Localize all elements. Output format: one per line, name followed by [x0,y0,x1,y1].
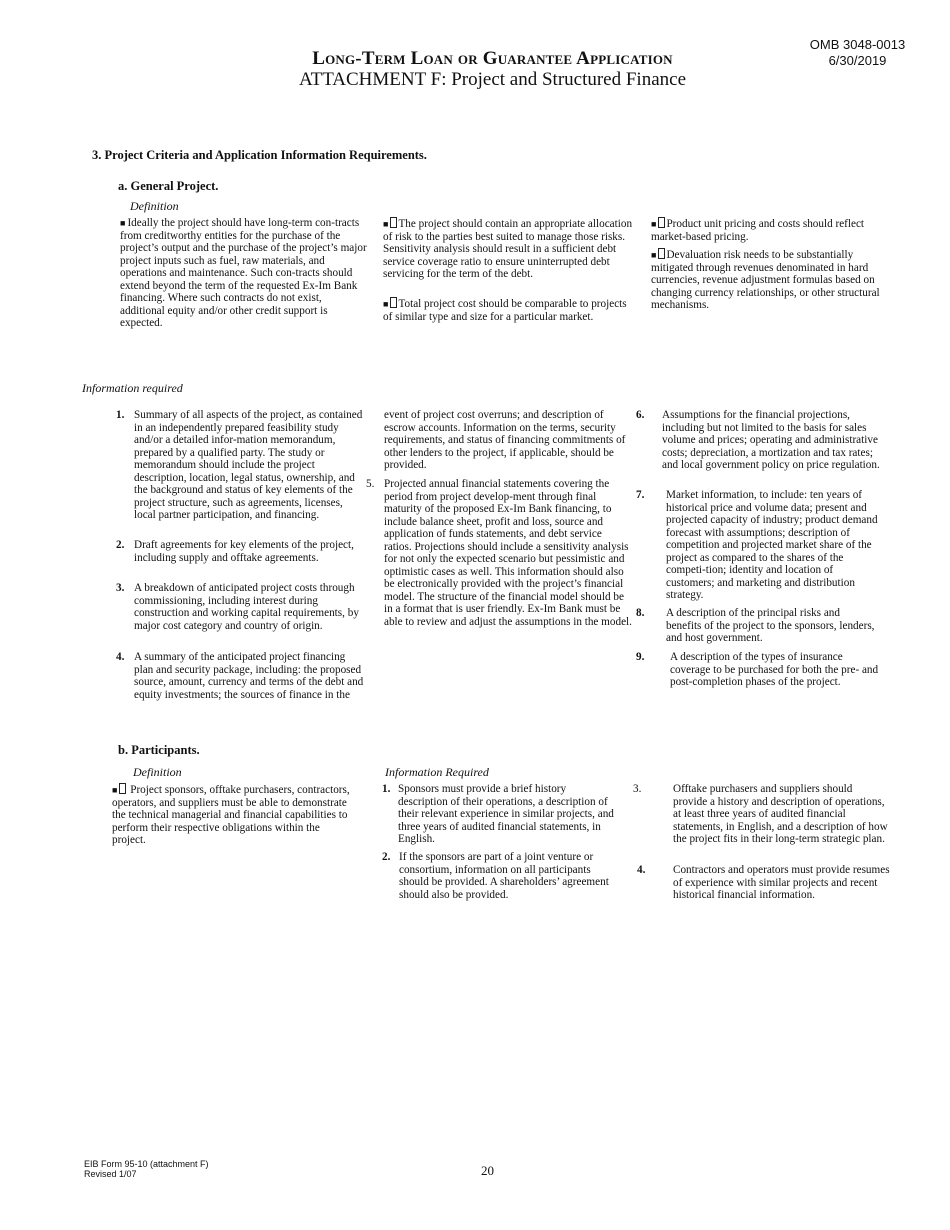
definition-col2b [383,297,633,323]
box-glyph-icon [390,217,397,228]
bullet-icon: ■ [112,785,118,795]
b-definition-text: Project sponsors, offtake purchasers, contractors, operators, and suppliers must be able to demonstrate the technical managerial and financial capabilities to perform their respective obligations within the project. [112,784,350,846]
definition-col3b-text: Devaluation risk needs to be substantially mitigated through revenues denominated in hard currencies, revenue adjustment formulas based on changing currency relationships, or other structural mechanisms. [651,249,880,311]
list-item: Sponsors must provide a brief history description of their operations, a description of their relevant experience in similar projects, and three years of audited financial statements, in English. [398,783,614,845]
box-glyph-icon [119,783,126,794]
document-title: Long-Term Loan or Guarantee Application [312,48,673,69]
bullet-icon: ■ [651,219,657,229]
item-number: 7. [636,489,645,501]
definition-label: Definition [130,199,179,213]
item-number: 3. [116,582,125,594]
section-heading: 3. Project Criteria and Application Information Requirements. [92,148,427,162]
info-required-label: Information required [82,381,183,395]
definition-col3a-text: Product unit pricing and costs should reflect market-based pricing. [651,218,865,243]
list-item: A breakdown of anticipated project costs through commissioning, including interest during construction and working capital requirements, by major cost category and country of origin. [134,582,359,632]
document-subtitle: ATTACHMENT F: Project and Structured Finance [298,69,687,90]
omb-block [770,37,945,69]
bullet-icon: ■ [383,219,389,229]
form-footer [84,1159,209,1179]
item-number: 9. [636,651,645,663]
list-item: A summary of the anticipated project financing plan and security package, including: the proposed source, amount, currency and terms of the debt and equity investments; the sources of finance in the [134,651,364,701]
definition-col3b [651,248,891,312]
definition-col3a [651,217,891,243]
item-number: 1. [382,783,391,795]
form-id: EIB Form 95-10 (attachment F) [84,1159,209,1169]
box-glyph-icon [390,297,397,308]
subsection-b-heading: b. Participants. [118,743,200,757]
item-number: 2. [382,851,391,863]
b-definition-label: Definition [133,765,182,779]
revised-date: Revised 1/07 [84,1169,137,1179]
item-number: 4. [637,864,646,876]
list-item: A description of the types of insurance coverage to be purchased for both the pre- and post-completion phases of the project. [670,651,879,688]
box-glyph-icon [658,217,665,228]
definition-col2b-text: Total project cost should be comparable to projects of similar type and size for a particular market. [383,298,627,323]
list-item: Market information, to include: ten years of historical price and volume data; present and projected capacity of industry; product demand forecast with assumptions; description of competition and projected market share of the project as compared to the shares of the competi-tion; identity and location of customers; and marketing and distribution strategy. [666,489,878,601]
item-number: 5. [366,478,375,490]
list-item: Offtake purchasers and suppliers should provide a history and description of operations, at least three years of audited financial statements, in English, and a description of how the project fits in their long-term strategic plan. [673,783,888,845]
definition-col1 [120,217,368,330]
list-item: Draft agreements for key elements of the project, including supply and offtake agreements. [134,539,354,564]
b-info-required-label: Information Required [385,765,489,779]
item-number: 1. [116,409,125,421]
item-number: 2. [116,539,125,551]
list-item: A description of the principal risks and benefits of the project to the sponsors, lenders, and host government. [666,607,875,644]
list-item: Summary of all aspects of the project, as contained in an independently prepared feasibility study and/or a detailed infor-mation memorandum, prepared by a qualified party. The study or memorandum should include the project description, location, legal status, ownership, and the background and status of key elements of the project structure, such as agreements, licenses, local partner participation, and financing. [134,409,363,521]
definition-col2a [383,217,633,281]
list-item: Assumptions for the financial projections, including but not limited to the basis for sales volume and prices; operating and administrative costs; depreciation, a mortization and tax rates; and local government policy on price regulation. [662,409,880,471]
bullet-icon: ■ [651,250,657,260]
omb-date: 6/30/2019 [828,53,887,68]
omb-number: OMB 3048-0013 [809,37,906,52]
subsection-a-heading: a. General Project. [118,179,219,193]
definition-col2a-text: The project should contain an appropriate allocation of risk to the parties best suited to manage those risks. Sensitivity analysis should result in a sufficient debt service coverage ratio to ensure uninterrupted debt servicing for the term of the debt. [383,218,633,280]
list-item-continued: event of project cost overruns; and description of escrow accounts. Information on the terms, security requirements, and status of financing commitments of other lenders to the project, if applicable, should be provided. [384,409,626,471]
bullet-icon: ■ [383,299,389,309]
bullet-icon: ■ [120,218,126,228]
item-number: 4. [116,651,125,663]
item-number: 6. [636,409,645,421]
b-definition [112,783,350,847]
list-item: If the sponsors are part of a joint venture or consortium, information on all participants should be provided. A shareholders’ agreement should also be provided. [399,851,609,901]
box-glyph-icon [658,248,665,259]
item-number: 8. [636,607,645,619]
list-item: Projected annual financial statements covering the period from project develop-ment through final maturity of the proposed Ex-Im Bank financing, to include balance sheet, profit and loss, source and application of funds statements, and debt service ratios. Projections should include a sensitivity analysis for not only the expected scenario but pessimistic and optimistic cases as well. This information should also be electronically provided with the project’s financial model. The structure of the financial model should be in a format that is user friendly. Ex-Im Bank must be able to review and adjust the assumptions in the model. [384,478,632,628]
definition-col1-text: Ideally the project should have long-term con-tracts from creditworthy entities for the purchase of the project’s output and the purchase of the project’s major project inputs such as fuel, raw materials, and operations and maintenance. Such con-tracts should extend beyond the term of the requested Ex-Im Bank financing. Where such contracts do not exist, additional equity and/or other credit support is expected. [120,217,367,329]
item-number: 3. [633,783,642,795]
list-item: Contractors and operators must provide resumes of experience with similar projects and recent historical financial information. [673,864,890,901]
page-number: 20 [481,1163,494,1178]
